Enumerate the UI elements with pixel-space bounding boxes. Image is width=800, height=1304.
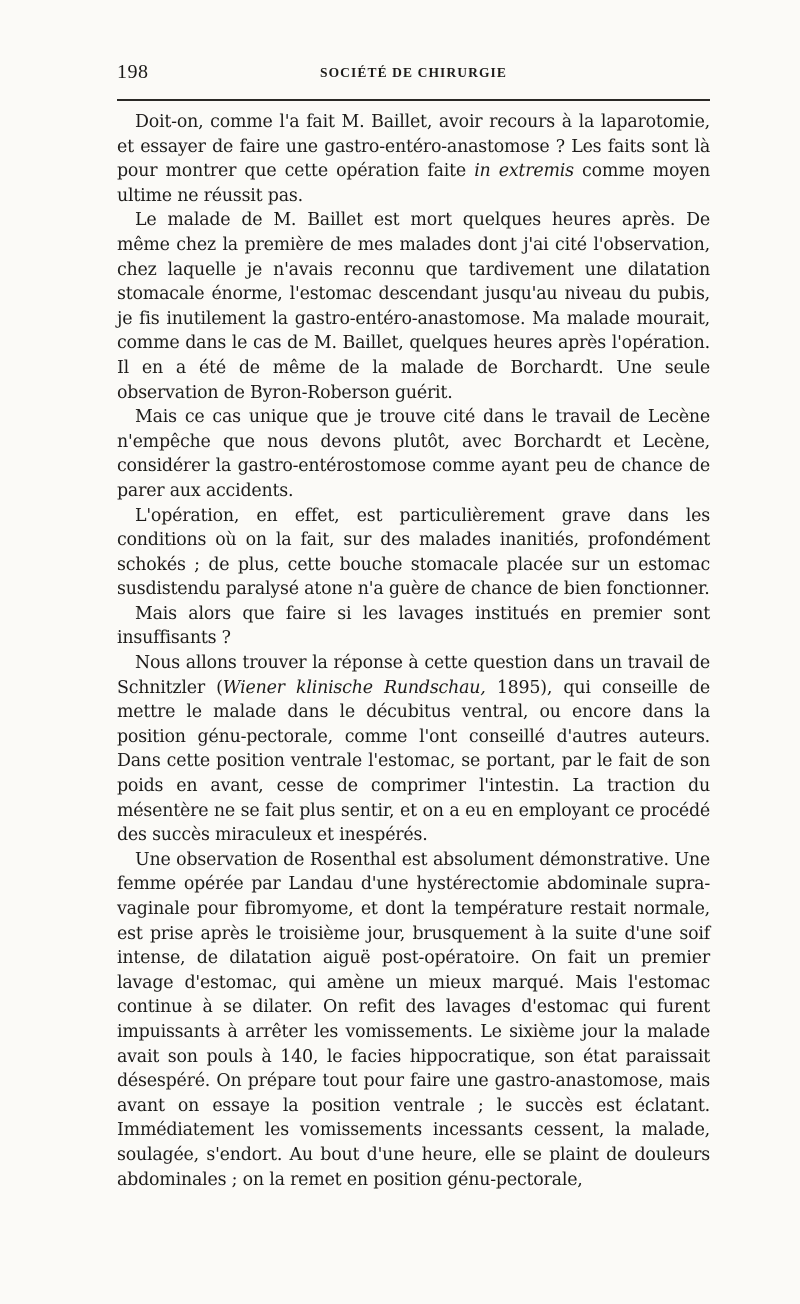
paragraph: [117, 848, 710, 1192]
text-segment: comme moyen ultime ne réussit pas.: [117, 161, 710, 206]
italic-text: in extremis: [474, 161, 574, 182]
paragraph: [117, 602, 710, 651]
paragraph: [117, 651, 710, 848]
text-segment: Doit-on, comme l'a fait M. Baillet, avoir recours à la laparotomie, et essayer de faire une gastro-entéro-anastomose ? Les faits sont là pour montrer que cette opération faite: [117, 112, 710, 182]
text-segment: Nous allons trouver la réponse à cette question dans un travail de Schnitzler (: [117, 653, 710, 698]
paragraph: [117, 405, 710, 503]
italic-text: Wiener klinische Rundschau,: [222, 677, 486, 698]
text-segment: 1895), qui conseille de mettre le malade dans le décubitus ventral, ou encore dans la position génu-pectorale, comme l'ont conseillé d'autres auteurs. Dans cette position ventrale l'estomac, se portant, par le fait de son poids en avant, cesse de comprimer l'intestin. La traction du mésentère ne se fait plus sentir, et on a eu en employant ce procédé des succès miraculeux et inespérés.: [117, 677, 710, 846]
paragraph: [117, 504, 710, 602]
text-segment: Mais ce cas unique que je trouve cité dans le travail de Lecène n'empêche que nous devons plutôt, avec Borchardt et Lecène, considérer la gastro-entérostomose comme ayant peu de chance de parer aux accidents.: [117, 407, 710, 501]
text-segment: Une observation de Rosenthal est absolument démonstrative. Une femme opérée par Landau d'une hystérectomie abdominale supra-vaginale pour fibromyome, et dont la température restait normale, est prise après le troisième jour, brusquement à la suite d'une soif intense, de dilatation aiguë post-opératoire. On fait un premier lavage d'estomac, qui amène un mieux marqué. Mais l'estomac continue à se dilater. On refit des lavages d'estomac qui furent impuissants à arrêter les vomissements. Le sixième jour la malade avait son pouls à 140, le facies hippocratique, son état paraissait désespéré. On prépare tout pour faire une gastro-anastomose, mais avant on essaye la position ventrale ; le succès est éclatant. Immédiatement les vomissements incessants cessent, la malade, soulagée, s'endort. Au bout d'une heure, elle se plaint de douleurs abdominales ; on la remet en position génu-pectorale,: [117, 849, 710, 1190]
text-segment: L'opération, en effet, est particulièrement grave dans les conditions où on la fait, sur des malades inanitiés, profondément schokés ; de plus, cette bouche stomacale placée sur un estomac susdistendu paralysé atone n'a guère de chance de bien fonctionner.: [117, 505, 710, 600]
body-text: [117, 110, 710, 1192]
page-header: [117, 60, 710, 88]
page-number: 198: [117, 61, 149, 83]
running-title: SOCIÉTÉ DE CHIRURGIE: [319, 65, 508, 80]
header-rule: [117, 99, 710, 101]
paragraph: [117, 110, 710, 208]
paragraph: [117, 208, 710, 405]
text-segment: Le malade de M. Baillet est mort quelques heures après. De même chez la première de mes malades dont j'ai cité l'observation, chez laquelle je n'avais reconnu que tardivement une dilatation stomacale énorme, l'estomac descendant jusqu'au niveau du pubis, je fis inutilement la gastro-entéro-anastomose. Ma malade mourait, comme dans le cas de M. Baillet, quelques heures après l'opération. Il en a été de même de la malade de Borchardt. Une seule observation de Byron-Roberson guérit.: [117, 210, 710, 403]
text-segment: Mais alors que faire si les lavages institués en premier sont insuffisants ?: [117, 603, 710, 649]
